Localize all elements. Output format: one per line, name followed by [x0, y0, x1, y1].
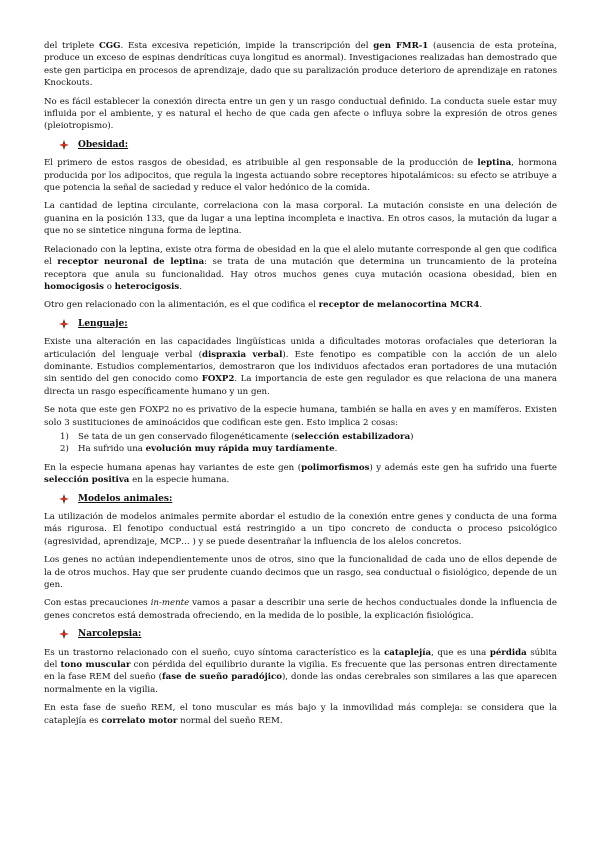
- paragraph-leptina-circulante: La cantidad de leptina circulante, correlaciona con la masa corporal. La mutación consiste en una deleción de guanina en la posición 133, que da lugar a una leptina incompleta e inactiva. En otros casos, la mutación da lugar a que no se sintetice ninguna forma de leptina.: [44, 201, 557, 237]
- paragraph-leptina: El primero de estos rasgos de obesidad, es atribuible al gen responsable de la producción de leptina, hormona producida por los adipocitos, que regula la ingesta actuando sobre receptores hipotalámicos: su efecto se atribuye a que potencia la señal de saciedad y reduce el valor hedónico de la comida.: [44, 158, 557, 194]
- bullet-pin-icon: [58, 493, 70, 505]
- heading-lenguaje: Lenguaje:: [58, 318, 557, 330]
- bullet-pin-icon: [58, 139, 70, 151]
- bullet-pin-icon: [58, 318, 70, 330]
- paragraph-modelos: La utilización de modelos animales permite abordar el estudio de la conexión entre genes y conducta de una forma más rigurosa. El fenotipo conductual está restringido a un tipo concreto de conducta o proceso psicológico (agresividad, aprendizaje, MCP… ) y se puede desentrañar la influencia de los alelos concretos.: [44, 512, 557, 547]
- paragraph-genes-independientes: Los genes no actúan independientemente unos de otros, sino que la funcionalidad de cada uno de ellos depende de la de otros muchos. Hay que ser prudente cuando decimos que un rasgo, sea conductual o fisiológico, depende de un gen.: [44, 555, 557, 591]
- list-item: 2) Ha sufrido una evolución muy rápida muy tardíamente.: [60, 444, 338, 455]
- paragraph-foxp2: Se nota que este gen FOXP2 no es privativo de la especie humana, también se halla en aves y en mamíferos. Existen solo 3 sustituciones de aminoácidos que codifican este gen. Esto implica 2 cosas:: [44, 405, 557, 428]
- paragraph-receptor-leptina: Relacionado con la leptina, existe otra forma de obesidad en la que el alelo mutante corresponde al gen que codifica el receptor neuronal de leptina: se trata de una mutación que determina un truncamiento de la proteína receptora que anula su funcionalidad. Hay otros muchos genes cuya mutación ocasiona obesidad, bien en homocigosis o heterocigosis.: [44, 244, 557, 292]
- paragraph-fmr1: del triplete CGG. Esta excesiva repetición, impide la transcripción del gen FMR-1 (ausencia de esta proteína, produce un exceso de espinas dendríticas cuya longitud es anormal). Investigaciones realizadas han demostrado que este gen participa en procesos de aprendizaje, dado que su paralización produce deterioro de aprendizaje en ratones Knockouts.: [44, 41, 558, 89]
- paragraph-precauciones: Con estas precauciones in-mente vamos a pasar a describir una serie de hechos conductuales donde la influencia de genes concretos está demostrada ofreciendo, en la medida de lo posible, la explicación fisiológica.: [44, 598, 557, 621]
- list-item: 1) Se tata de un gen conservado filogenéticamente (selección estabilizadora): [60, 431, 414, 442]
- paragraph-mcr4: Otro gen relacionado con la alimentación, es el que codifica el receptor de melanocortina MCR4.: [44, 300, 483, 311]
- paragraph-pleiotropismo: No es fácil establecer la conexión directa entre un gen y un rasgo conductual definido. La conducta suele estar muy influida por el ambiente, y es natural el hecho de que cada gen afecte o influya sobre la expresión de otros genes (pleiotropismo).: [44, 96, 557, 132]
- paragraph-cataplejia: Es un trastorno relacionado con el sueño, cuyo síntoma característico es la cataplejía, que es una pérdida súbita del tono muscular con pérdida del equilibrio durante la vigilia. Es frecuente que las personas entren directamente en la fase REM del sueño (fase de sueño paradójico), donde las ondas cerebrales son similares a las que aparecen normalmente en la vigilia.: [44, 647, 558, 695]
- heading-obesidad: Obesidad:: [58, 139, 557, 151]
- bullet-pin-icon: [58, 628, 70, 640]
- heading-narcolepsia: Narcolepsia:: [58, 628, 557, 640]
- paragraph-polimorfismos: En la especie humana apenas hay variantes de este gen (polimorfismos) y además este gen ha sufrido una fuerte selección positiva en la especie humana.: [44, 462, 557, 486]
- document-page: [44, 40, 557, 733]
- implications-list: [44, 431, 557, 456]
- paragraph-sueno-rem: En esta fase de sueño REM, el tono muscular es más bajo y la inmovilidad más compleja: se considera que la cataplejía es correlato motor normal del sueño REM.: [44, 703, 557, 726]
- heading-modelos-animales: Modelos animales:: [58, 493, 557, 505]
- paragraph-dispraxia: Existe una alteración en las capacidades lingüísticas unida a dificultades motoras orofaciales que deterioran la articulación del lenguaje verbal (dispraxia verbal). Este fenotipo es compatible con la acción de un alelo dominante. Estudios complementarios, demostraron que los individuos afectados eran portadores de una mutación sin sentido del gen conocido como FOXP2. La importancia de este gen regulador es que relaciona de una manera directa un rasgo específicamente humano y un gen.: [44, 337, 557, 397]
